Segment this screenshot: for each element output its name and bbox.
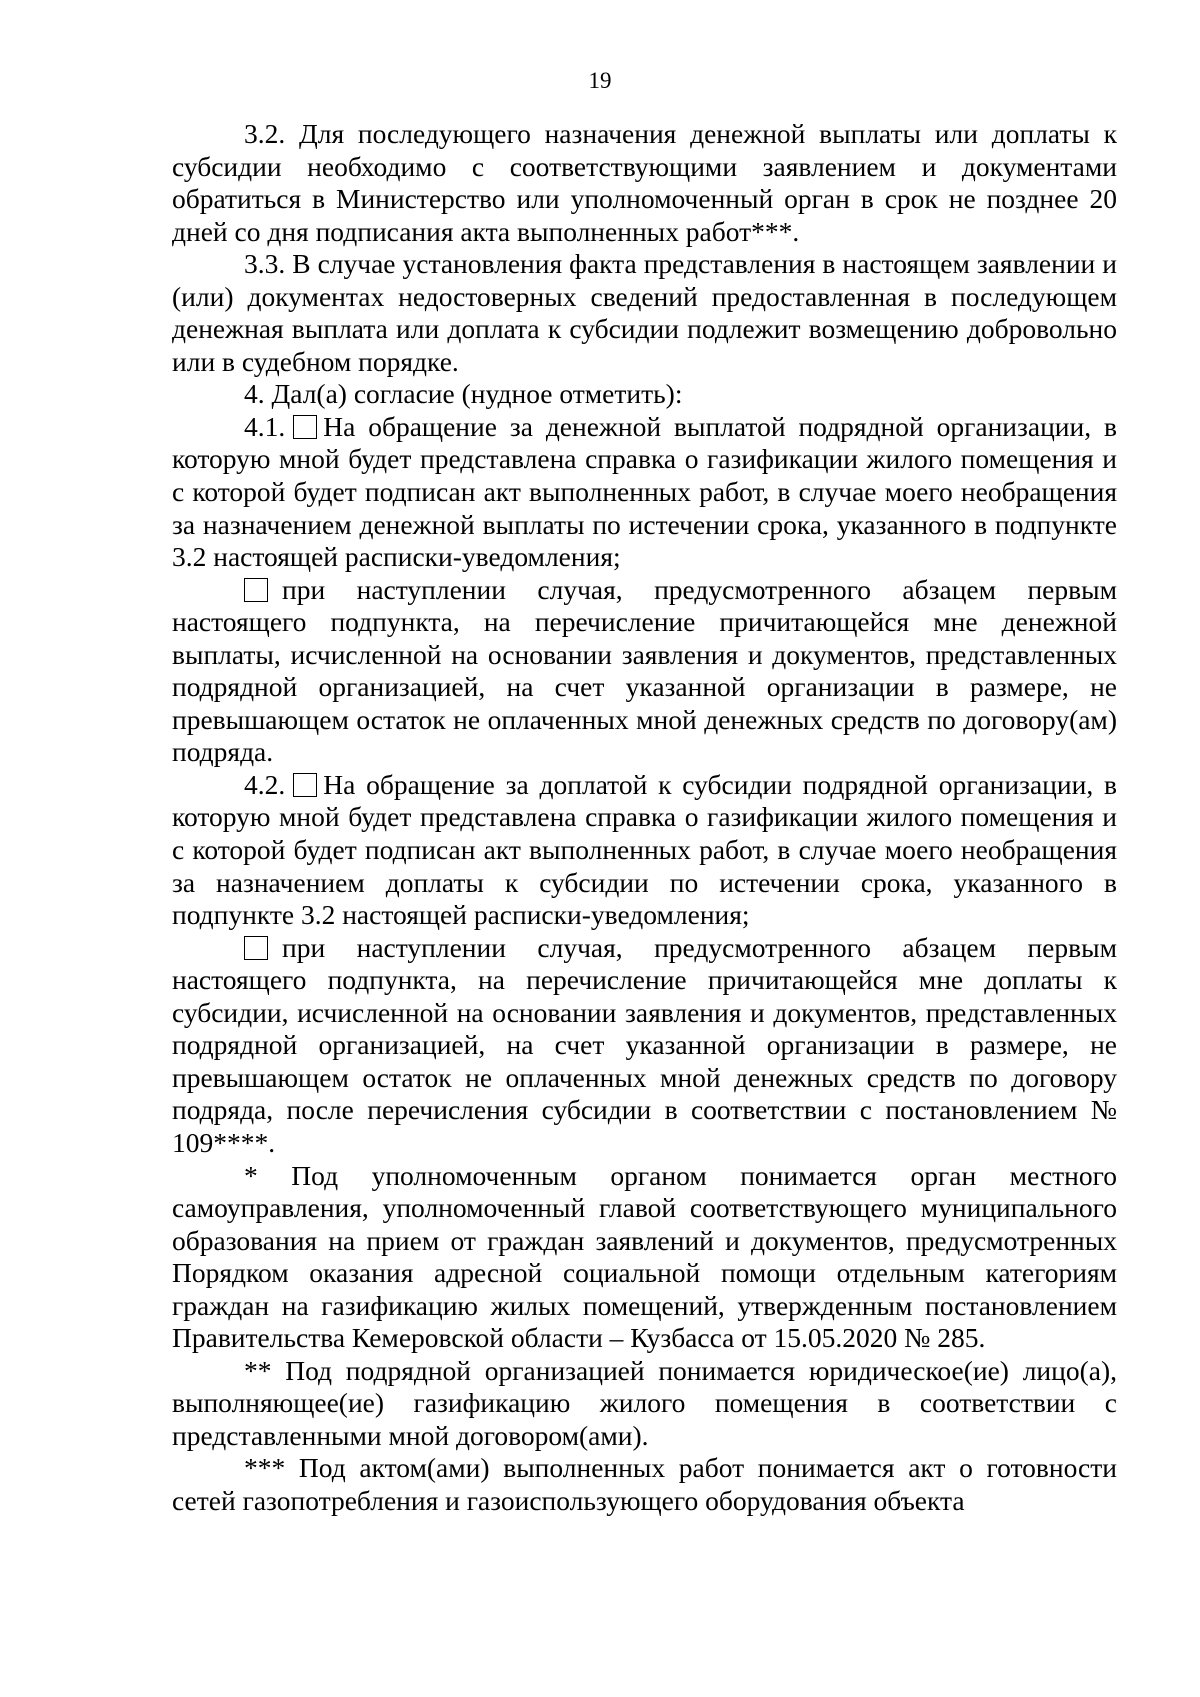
paragraph-4-2-transfer-text: при наступлении случая, предусмотренного абзацем первым настоящего подпункта, на перечисление причитающейся мне доплаты к субсидии, исчисленной на основании заявления и документов, представленных подрядной организацией, на счет указанной организации в размере, не превышающем остаток не оплаченных мной денежных средств по договору подряда, после перечисления субсидии в соответствии с постановлением № 109****. <box>172 931 1117 1158</box>
paragraph-4-2-number: 4.2. <box>244 768 286 800</box>
document-body <box>172 118 1117 1518</box>
footnote-3: *** Под актом(ами) выполненных работ понимается акт о готовности сетей газопотребления и газоиспользующего оборудования объекта <box>172 1452 1117 1516</box>
paragraph-4-2-transfer <box>172 932 1117 1160</box>
paragraph-4-1-transfer-text: при наступлении случая, предусмотренного абзацем первым настоящего подпункта, на перечисление причитающейся мне денежной выплаты, исчисленной на основании заявления и документов, представленных подрядной организацией, на счет указанной организации в размере, не превышающем остаток не оплаченных мной денежных средств по договору(ам) подряда. <box>172 573 1117 768</box>
paragraph-4-1-number: 4.1. <box>244 410 286 442</box>
paragraph-3-3: 3.3. В случае установления факта представления в настоящем заявлении и (или) документах недостоверных сведений предоставленная в последующем денежная выплата или доплата к субсидии подлежит возмещению добровольно или в судебном порядке. <box>172 248 1117 377</box>
paragraph-4-1 <box>172 411 1117 574</box>
footnote-1: * Под уполномоченным органом понимается орган местного самоуправления, уполномоченный главой соответствующего муниципального образования на прием от граждан заявлений и документов, предусмотренных Порядком оказания адресной социальной помощи отдельным категориям граждан на газификацию жилых помещений, утвержденным постановлением Правительства Кемеровской области – Кузбасса от 15.05.2020 № 285. <box>172 1159 1117 1354</box>
consent-4-2-checkbox[interactable] <box>293 773 317 797</box>
paragraph-4-1-transfer <box>172 574 1117 769</box>
paragraph-4-1-text: На обращение за денежной выплатой подрядной организации, в которую мной будет представлена справка о газификации жилого помещения и с которой будет подписан акт выполненных работ, в случае моего необращения за назначением денежной выплаты по истечении срока, указанного в подпункте 3.2 настоящей расписки-уведомления; <box>172 410 1117 573</box>
paragraph-4-2 <box>172 769 1117 932</box>
footnote-2: ** Под подрядной организацией понимается юридическое(ие) лицо(а), выполняющее(ие) газификацию жилого помещения в соответствии с представленными мной договором(ами). <box>172 1354 1117 1451</box>
page-number: 19 <box>588 68 612 93</box>
paragraph-3-2: 3.2. Для последующего назначения денежной выплаты или доплаты к субсидии необходимо с соответствующими заявлением и документами обратиться в Министерство или уполномоченный орган в срок не позднее 20 дней со дня подписания акта выполненных работ***. <box>172 118 1117 247</box>
consent-4-2-transfer-checkbox[interactable] <box>244 936 268 960</box>
consent-4-1-checkbox[interactable] <box>293 415 317 439</box>
paragraph-4: 4. Дал(а) согласие (нудное отметить): <box>244 378 683 410</box>
consent-4-1-transfer-checkbox[interactable] <box>244 578 268 602</box>
paragraph-4-2-text: На обращение за доплатой к субсидии подрядной организации, в которую мной будет представлена справка о газификации жилого помещения и с которой будет подписан акт выполненных работ, в случае моего необращения за назначением доплаты к субсидии по истечении срока, указанного в подпункте 3.2 настоящей расписки-уведомления; <box>172 768 1117 931</box>
